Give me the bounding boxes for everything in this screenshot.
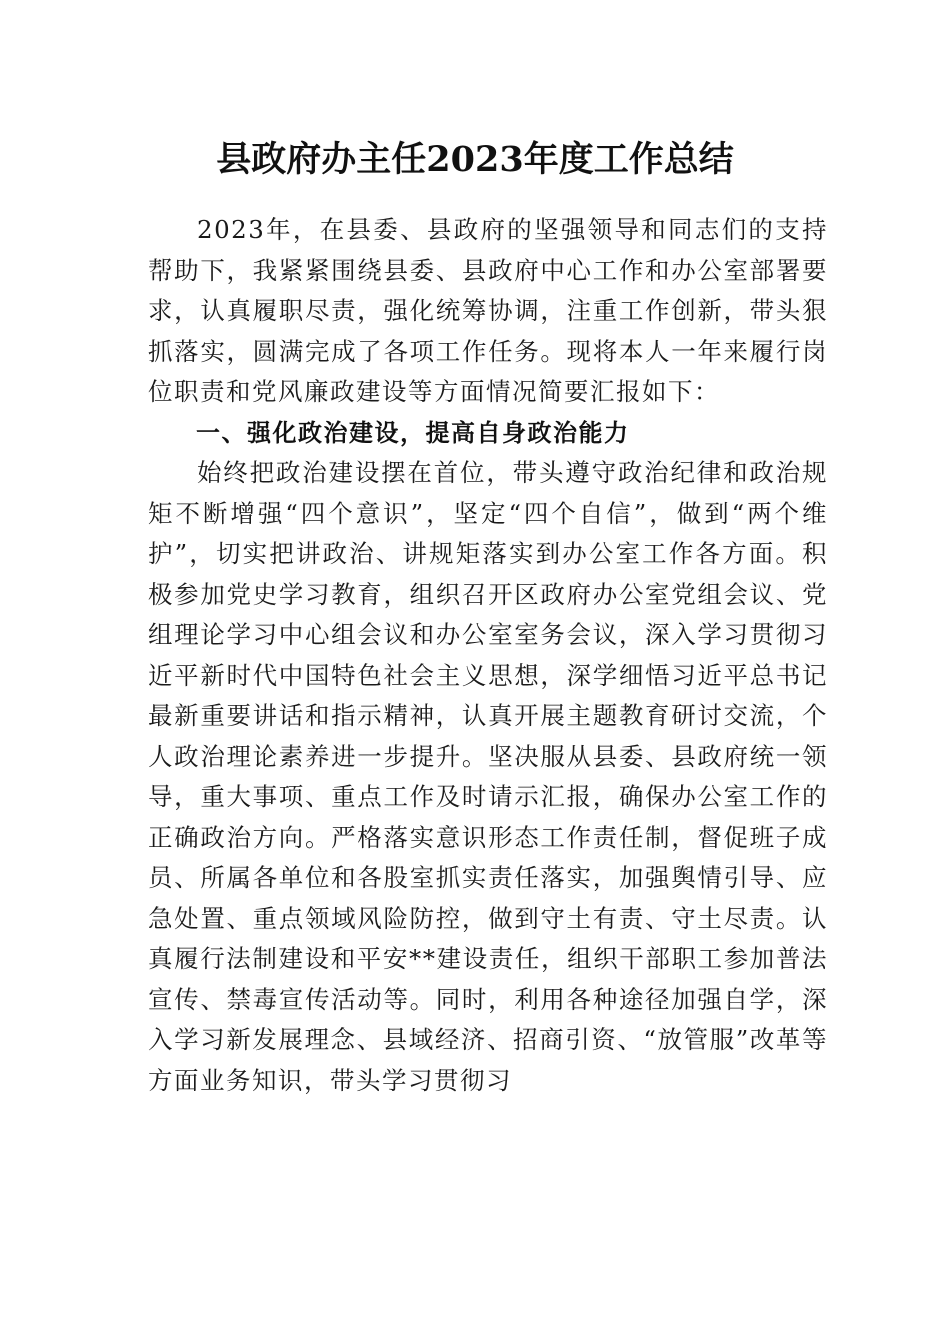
document-body <box>148 210 828 1101</box>
intro-paragraph: 2023年，在县委、县政府的坚强领导和同志们的支持帮助下，我紧紧围绕县委、县政府中心工作和办公室部署要求，认真履职尽责，强化统筹协调，注重工作创新，带头狠抓落实，圆满完成了各项工作任务。现将本人一年来履行岗位职责和党风廉政建设等方面情况简要汇报如下： <box>148 215 828 406</box>
document-title: 县政府办主任2023年度工作总结 <box>216 139 734 180</box>
section-heading-1: 一、强化政治建设，提高自身政治能力 <box>196 418 630 447</box>
section-1-paragraph: 始终把政治建设摆在首位，带头遵守政治纪律和政治规矩不断增强“四个意识”，坚定“四个自信”，做到“两个维护”，切实把讲政治、讲规矩落实到办公室工作各方面。积极参加党史学习教育，组织召开区政府办公室党组会议、党组理论学习中心组会议和办公室室务会议，深入学习贯彻习近平新时代中国特色社会主义思想，深学细悟习近平总书记最新重要讲话和指示精神，认真开展主题教育研讨交流，个人政治理论素养进一步提升。坚决服从县委、县政府统一领导，重大事项、重点工作及时请示汇报，确保办公室工作的正确政治方向。严格落实意识形态工作责任制，督促班子成员、所属各单位和各股室抓实责任落实，加强舆情引导、应急处置、重点领域风险防控，做到守土有责、守土尽责。认真履行法制建设和平安**建设责任，组织干部职工参加普法宣传、禁毒宣传活动等。同时，利用各种途径加强自学，深入学习新发展理念、县域经济、招商引资、“放管服”改革等方面业务知识，带头学习贯彻习 <box>148 458 828 1095</box>
